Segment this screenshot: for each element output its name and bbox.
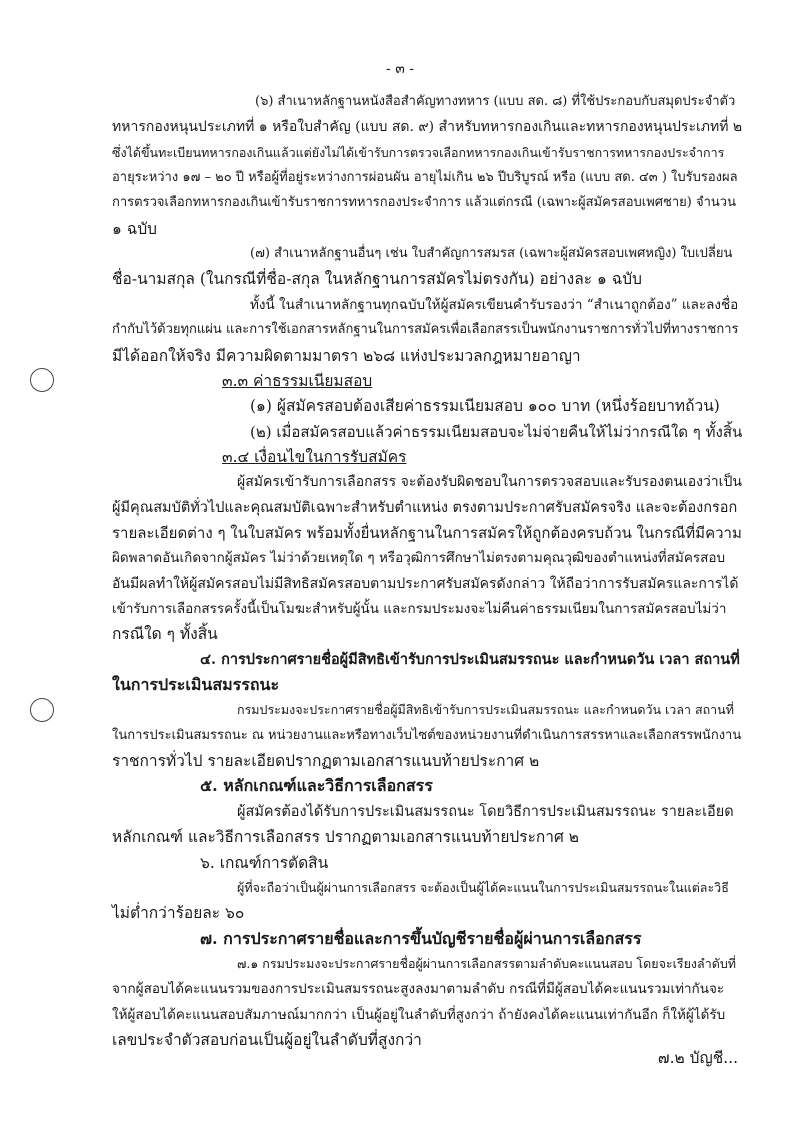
text-line: (๗) สำเนาหลักฐานอื่นๆ เช่น ใบสำคัญการสมรส (เฉพาะผู้สมัครสอบเพศหญิง) ใบเปลี่ยน <box>250 246 733 261</box>
section-heading: ๕. หลักเกณฑ์และวิธีการเลือกสรร <box>200 776 433 795</box>
text-line: อายุระหว่าง ๑๗ – ๒๐ ปี หรือผู้ที่อยู่ระหว่างการผ่อนผัน อายุไม่เกิน ๒๖ ปีบริบูรณ์ หรือ (แบบ สด. ๔๓ ) ใบรับรองผล <box>112 170 738 185</box>
text-line: ชื่อ-นามสกุล (ในกรณีที่ชื่อ-สกุล ในหลักฐานการสมัครไม่ตรงกัน) อย่างละ ๑ ฉบับ <box>112 270 642 288</box>
text-line: ๗.๑ กรมประมงจะประกาศรายชื่อผู้ผ่านการเลือกสรรตามลำดับคะแนนสอบ โดยจะเรียงลำดับที่ <box>237 956 737 971</box>
text-line: อันมีผลทำให้ผู้สมัครสอบไม่มีสิทธิสมัครสอบตามประกาศรับสมัครดังกล่าว ให้ถือว่าการรับสมัครและการได้ <box>112 576 739 592</box>
page-number: - ๓ - <box>386 61 414 77</box>
text-line: เข้ารับการเลือกสรรครั้งนี้เป็นโมฆะสำหรับผู้นั้น และกรมประมงจะไม่คืนค่าธรรมเนียมในการสมัครสอบไม่ว่า <box>112 601 727 617</box>
text-line: รายละเอียดต่าง ๆ ในใบสมัคร พร้อมทั้งยื่นหลักฐานในการสมัครให้ถูกต้องครบถ้วน ในกรณีที่มีความ <box>112 524 742 542</box>
text-line: ผู้มีคุณสมบัติทั่วไปและคุณสมบัติเฉพาะสำหรับตำแหน่ง ตรงตามประกาศรับสมัครจริง และจะต้องกรอก <box>112 500 738 516</box>
text-line: ผู้ที่จะถือว่าเป็นผู้ผ่านการเลือกสรร จะต้องเป็นผู้ได้คะแนนในการประเมินสมรรถนะในแต่ละวิธี <box>237 880 729 895</box>
section-heading: ในการประเมินสมรรถนะ <box>112 675 280 694</box>
text-line: กรณีใด ๆ ทั้งสิ้น <box>112 625 218 643</box>
text-line: ผู้สมัครต้องได้รับการประเมินสมรรถนะ โดยวิธีการประเมินสมรรถนะ รายละเอียด <box>237 804 734 820</box>
text-line: หลักเกณฑ์ และวิธีการเลือกสรร ปรากฏตามเอกสารแนบท้ายประกาศ ๒ <box>112 828 579 846</box>
text-line: ๑ ฉบับ <box>112 220 158 238</box>
text-line: ผิดพลาดอันเกิดจากผู้สมัคร ไม่ว่าด้วยเหตุใด ๆ หรือวุฒิการศึกษาไม่ตรงตามคุณวุฒิของตำแหน่งที่สมัครสอบ <box>112 550 726 566</box>
text-line: จากผู้สอบได้คะแนนรวมของการประเมินสมรรถนะสูงลงมาตามลำดับ กรณีที่มีผู้สอบได้คะแนนรวมเท่ากันจะ <box>112 981 725 997</box>
section-heading: ๔. การประกาศรายชื่อผู้มีสิทธิเข้ารับการประเมินสมรรถนะ และกำหนดวัน เวลา สถานที่ <box>200 651 740 668</box>
text-line: ทั้งนี้ ในสำเนาหลักฐานทุกฉบับให้ผู้สมัครเขียนคำรับรองว่า “สำเนาถูกต้อง” และลงชื่อ <box>250 297 739 313</box>
text-line: ให้ผู้สอบได้คะแนนสอบสัมภาษณ์มากกว่า เป็นผู้อยู่ในลำดับที่สูงกว่า ถ้ายังคงได้คะแนนเท่ากันอีก ก็ให้ผู้ได้รับ <box>112 1007 726 1023</box>
text-line: ในการประเมินสมรรถนะ ณ หน่วยงานและหรือทางเว็บไซต์ของหน่วยงานที่ดำเนินการสรรหาและเลือกสรรพนักงาน <box>112 728 742 743</box>
text-line: (๒) เมื่อสมัครสอบแล้วค่าธรรมเนียมสอบจะไม่จ่ายคืนให้ไม่ว่ากรณีใด ๆ ทั้งสิ้น <box>250 423 743 441</box>
text-line: ราชการทั่วไป รายละเอียดปรากฏตามเอกสารแนบท้ายประกาศ ๒ <box>112 752 540 770</box>
page-footer-continuation: ๗.๒ บัญชี... <box>657 1049 738 1067</box>
text-line: กำกับไว้ด้วยทุกแผ่น และการใช้เอกสารหลักฐานในการสมัครเพื่อเลือกสรรเป็นพนักงานราชการทั่วไปที่ทางราชการ <box>112 322 739 337</box>
text-line: (๑) ผู้สมัครสอบต้องเสียค่าธรรมเนียมสอบ ๑๐๐ บาท (หนึ่งร้อยบาทถ้วน) <box>250 397 720 415</box>
text-line: กรมประมงจะประกาศรายชื่อผู้มีสิทธิเข้ารับการประเมินสมรรถนะ และกำหนดวัน เวลา สถานที่ <box>237 702 734 717</box>
section-heading: ๗. การประกาศรายชื่อและการขึ้นบัญชีรายชื่อผู้ผ่านการเลือกสรร <box>200 929 642 948</box>
section-heading: ๖. เกณฑ์การตัดสิน <box>200 854 329 872</box>
text-line: ทหารกองหนุนประเภทที่ ๑ หรือใบสำคัญ (แบบ สด. ๙) สำหรับทหารกองเกินและทหารกองหนุนประเภทที่ ๒ <box>112 119 743 135</box>
text-line: มีได้ออกให้จริง มีความผิดตามมาตรา ๒๖๘ แห่งประมวลกฎหมายอาญา <box>112 347 581 365</box>
text-line: (๖) สำเนาหลักฐานหนังสือสำคัญทางทหาร (แบบ สด. ๘) ที่ใช้ประกอบกับสมุดประจำตัว <box>255 94 736 109</box>
punch-hole <box>30 698 54 722</box>
text-line: เลขประจำตัวสอบก่อนเป็นผู้อยู่ในลำดับที่สูงกว่า <box>112 1031 422 1049</box>
text-line: การตรวจเลือกทหารกองเกินเข้ารับราชการทหารกองประจำการ แล้วแต่กรณี (เฉพาะผู้สมัครสอบเพศชาย) จำนวน <box>112 195 736 210</box>
text-line: ผู้สมัครเข้ารับการเลือกสรร จะต้องรับผิดชอบในการตรวจสอบและรับรองตนเองว่าเป็น <box>237 474 742 490</box>
section-heading: ๓.๓ ค่าธรรมเนียมสอบ <box>222 372 373 390</box>
section-heading: ๓.๔ เงื่อนไขในการรับสมัคร <box>222 448 407 466</box>
text-line: ไม่ต่ำกว่าร้อยละ ๖๐ <box>112 904 245 922</box>
punch-hole <box>30 368 54 392</box>
text-line: ซึ่งได้ขึ้นทะเบียนทหารกองเกินแล้วแต่ยังไม่ได้เข้ารับการตรวจเลือกทหารกองเกินเข้ารับราชการทหารกองประจำการ <box>112 145 725 160</box>
